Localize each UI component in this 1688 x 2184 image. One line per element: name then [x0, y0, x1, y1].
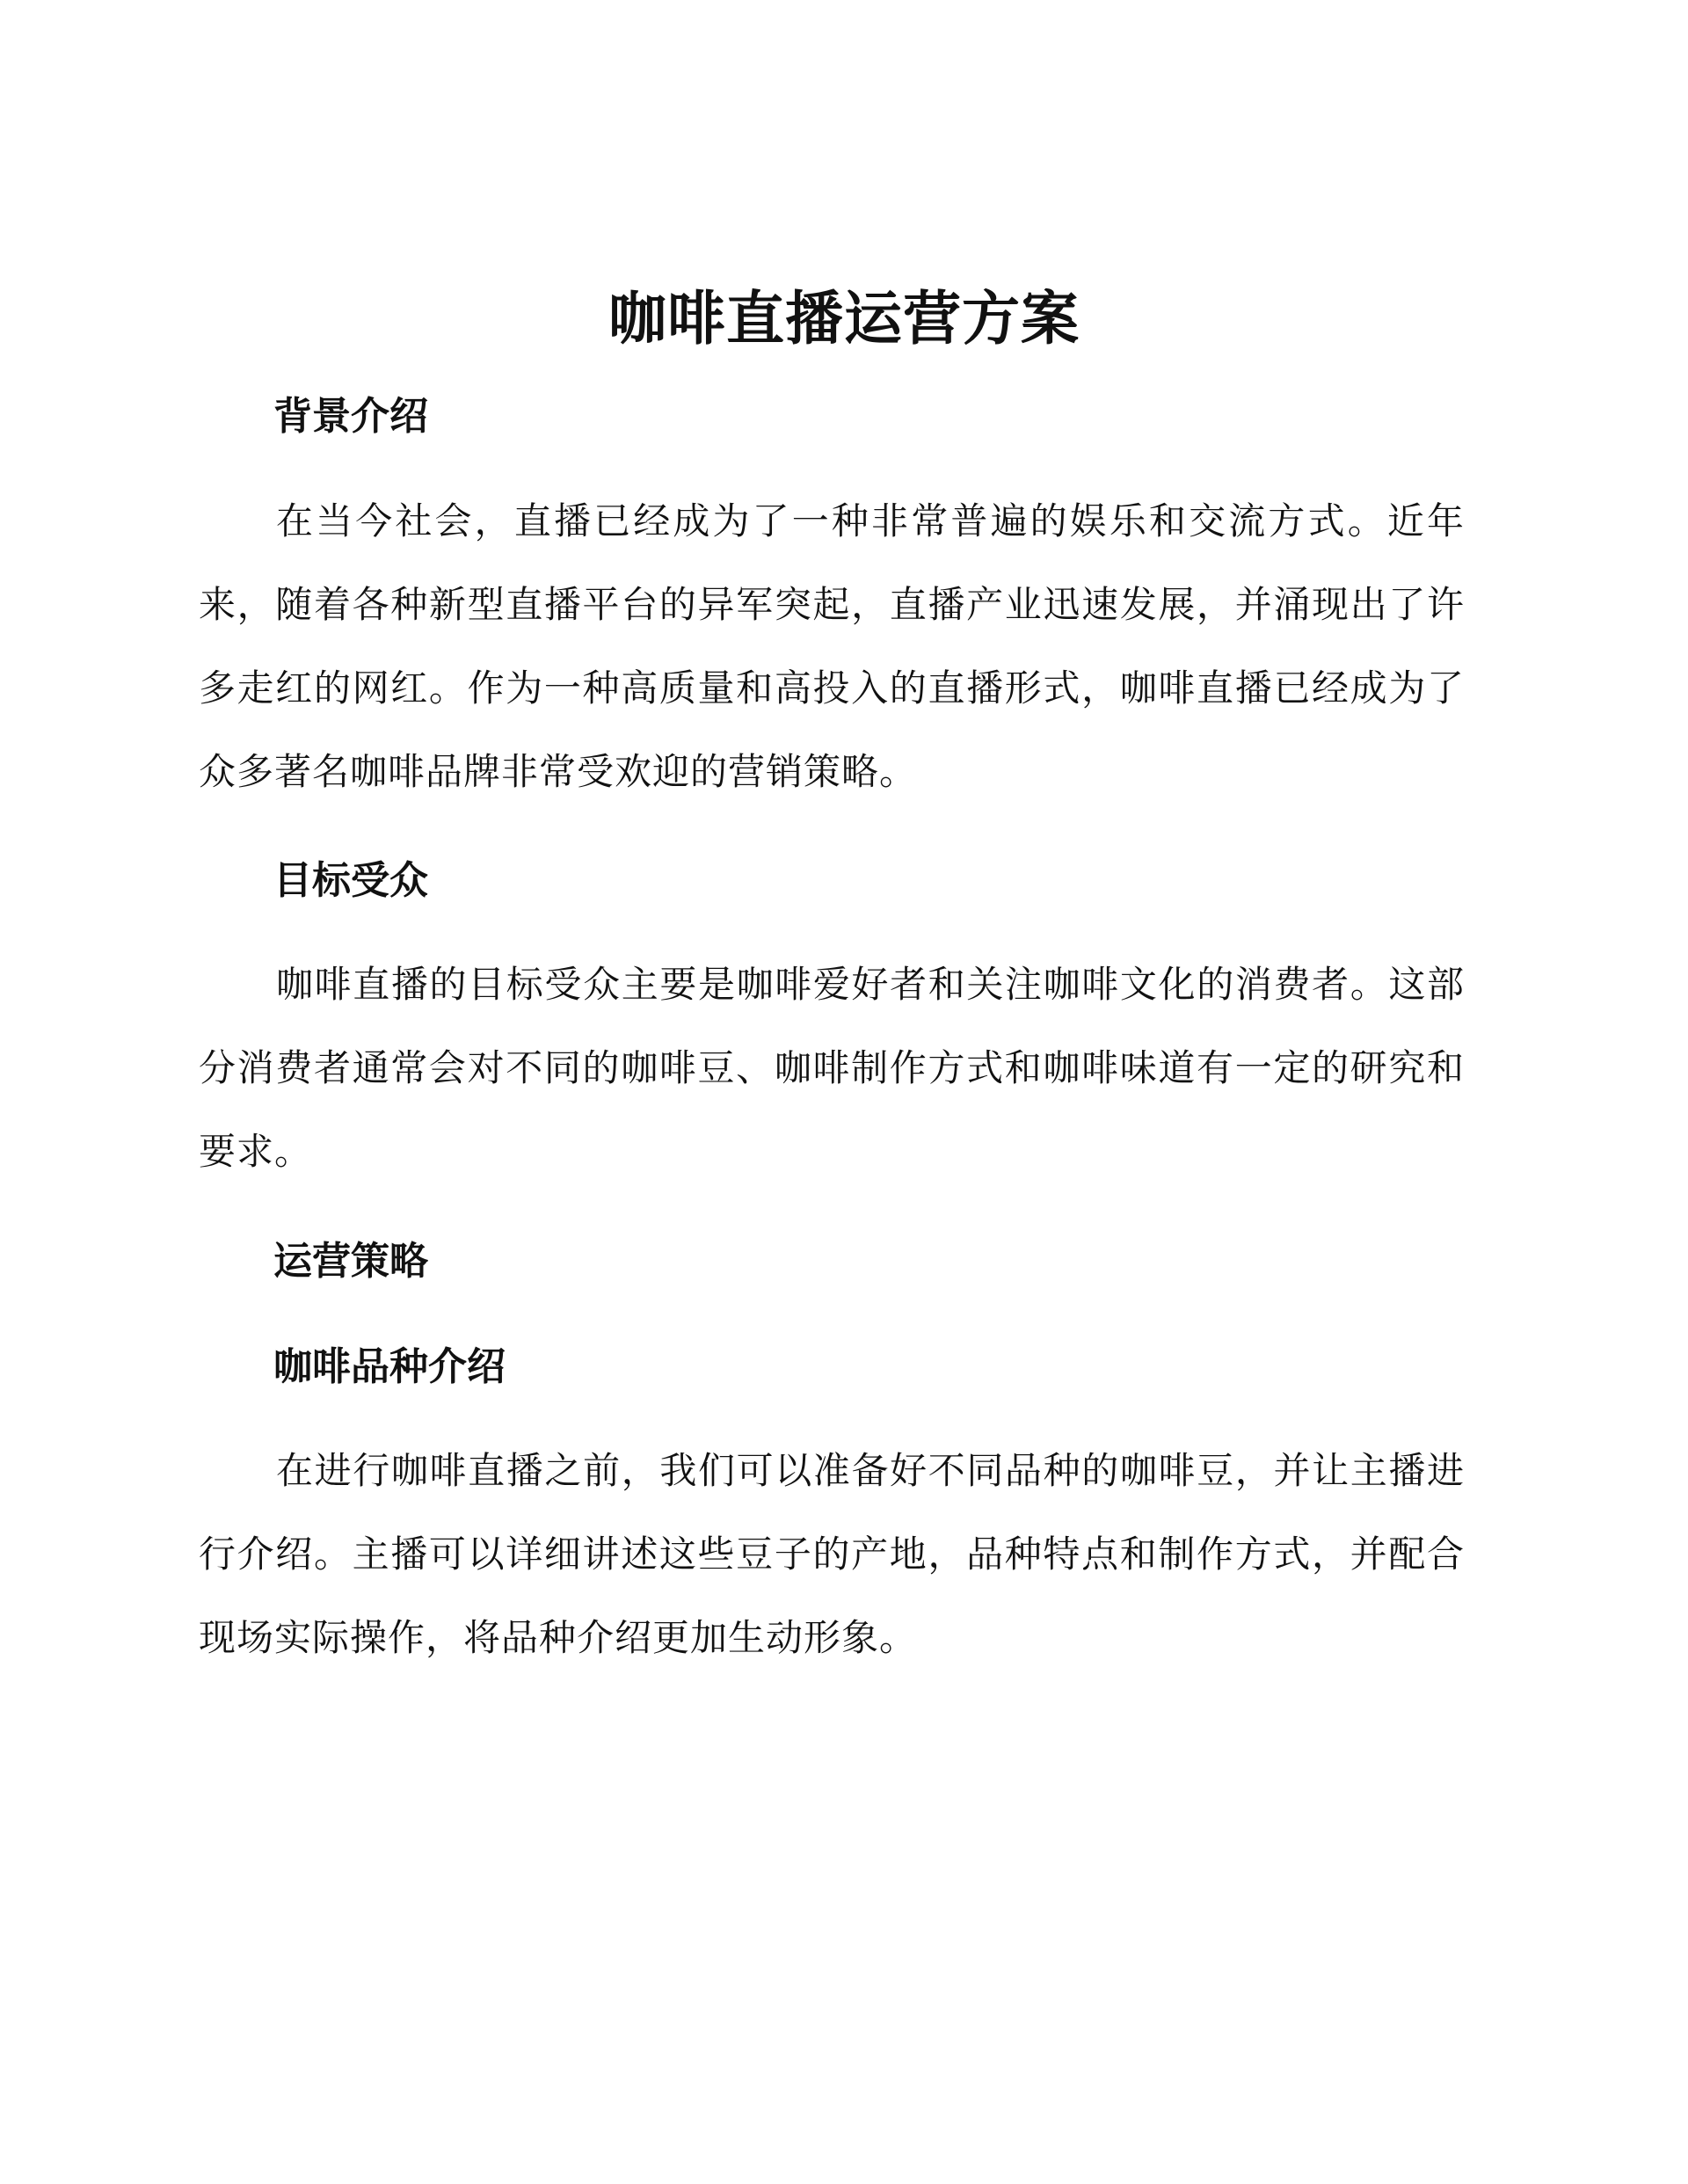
- section-paragraph-background: 在当今社会，直播已经成为了一种非常普遍的娱乐和交流方式。近年来，随着各种新型直播平台的异军突起，直播产业迅速发展，并涌现出了许多走红的网红。作为一种高质量和高投入的直播形式，咖啡直播已经成为了众多著名咖啡品牌非常受欢迎的营销策略。: [199, 499, 1465, 793]
- section-paragraph-coffee-varieties: 在进行咖啡直播之前，我们可以准备好不同品种的咖啡豆，并让主播进行介绍。主播可以详细讲述这些豆子的产地，品种特点和制作方式，并配合现场实际操作，将品种介绍更加生动形象。: [199, 1449, 1465, 1659]
- document-title: 咖啡直播运营方案: [608, 285, 1080, 353]
- section-heading-coffee-varieties: 咖啡品种介绍: [273, 1344, 506, 1389]
- section-heading-target-audience: 目标受众: [273, 858, 428, 903]
- section-heading-operation-strategy: 运营策略: [273, 1239, 428, 1284]
- section-paragraph-target-audience: 咖啡直播的目标受众主要是咖啡爱好者和关注咖啡文化的消费者。这部分消费者通常会对不同的咖啡豆、咖啡制作方式和咖啡味道有一定的研究和要求。: [199, 963, 1465, 1173]
- section-heading-background: 背景介绍: [273, 394, 428, 439]
